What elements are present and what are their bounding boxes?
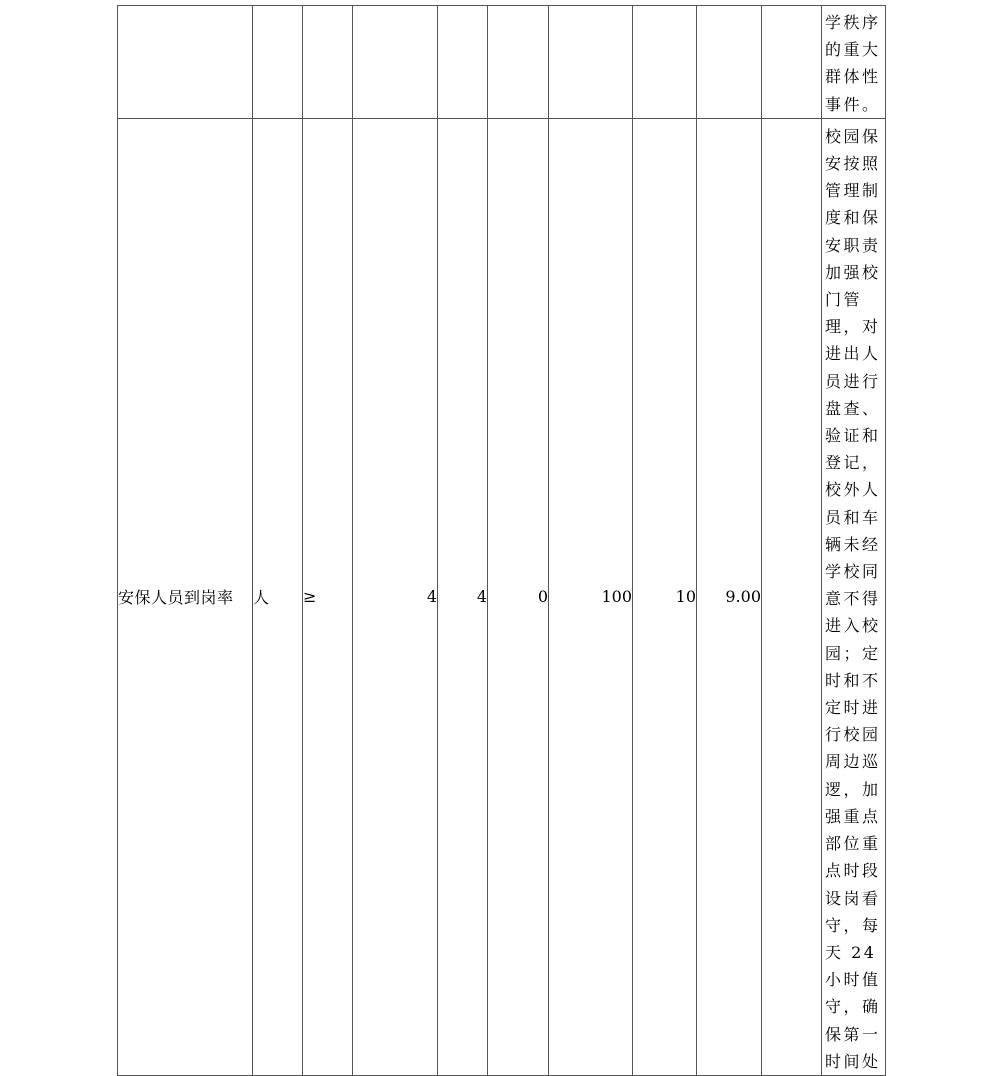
score-cell (697, 6, 762, 119)
unit-cell (253, 6, 303, 119)
weight-cell: 10 (633, 118, 697, 1075)
operator-cell (303, 6, 353, 119)
table-row (118, 118, 886, 1075)
deviation-cell: 0 (488, 118, 549, 1075)
deviation-cell (488, 6, 549, 119)
indicator-name-cell: 安保人员到岗率 (118, 118, 253, 1075)
note-cell (822, 6, 886, 119)
reason-cell (762, 118, 822, 1075)
note-cell (822, 118, 886, 1075)
note-text: 学秩序的重大群体性事件。 (825, 13, 881, 114)
score-cell: 9.00 (697, 118, 762, 1075)
reason-cell (762, 6, 822, 119)
table-row (118, 6, 886, 119)
actual-value-cell: 4 (438, 118, 488, 1075)
indicator-name-cell (118, 6, 253, 119)
indicator-table (117, 5, 886, 1076)
weight-cell (633, 6, 697, 119)
actual-value-cell (438, 6, 488, 119)
completion-rate-cell (549, 6, 633, 119)
note-text: 校园保安按照管理制度和保安职责加强校门管 理，对进出人员进行盘查、验证和登记，校外人员和车辆未经学校同意不得进入校园；定时和不定时进行校园周边巡逻，加强重点部位重点时段设岗看守，每天 24 小时值守，确保第一时间处 (825, 126, 881, 1071)
operator-cell: ≥ (303, 118, 353, 1075)
target-value-cell: 4 (353, 118, 438, 1075)
target-value-cell (353, 6, 438, 119)
unit-cell: 人 (253, 118, 303, 1075)
completion-rate-cell: 100 (549, 118, 633, 1075)
